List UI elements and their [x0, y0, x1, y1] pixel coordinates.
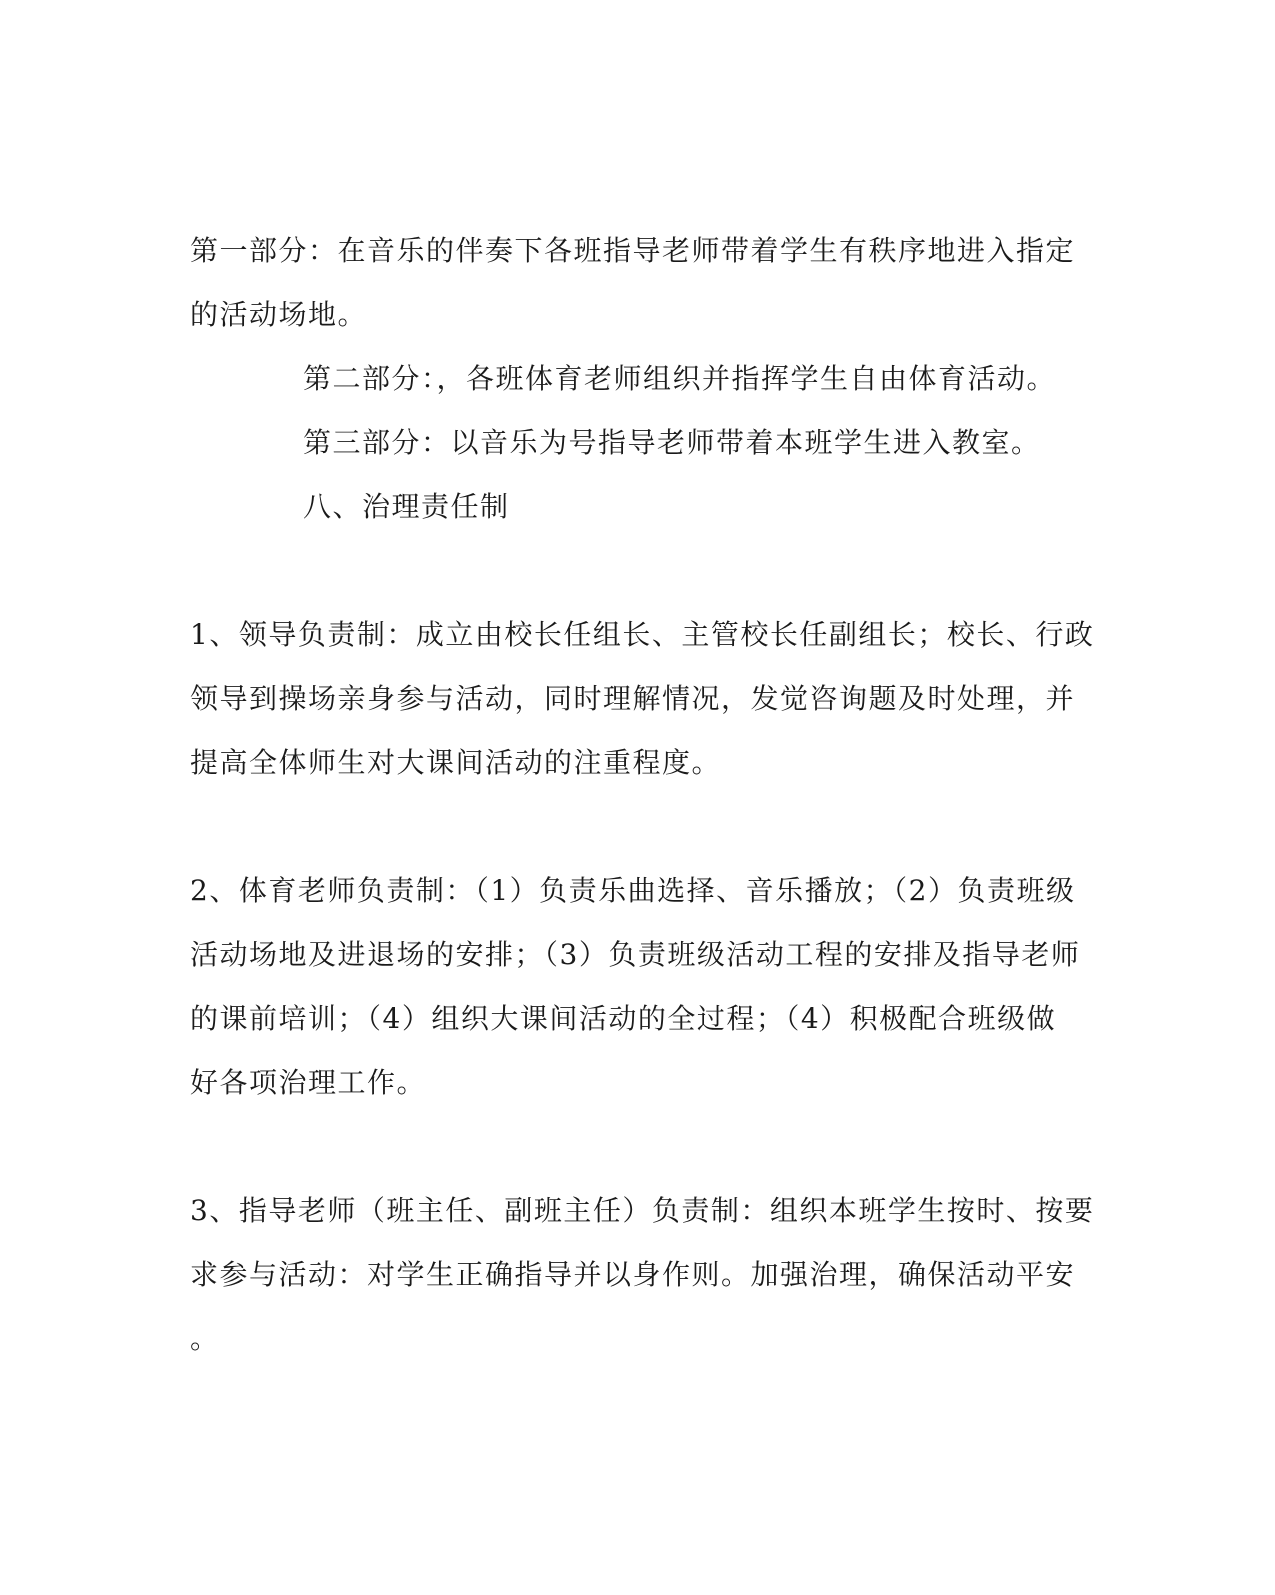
item-1-line-1: 1、领导负责制：成立由校长任组长、主管校长任副组长；校长、行政: [190, 618, 1095, 651]
item-3-line-2: 求参与活动：对学生正确指导并以身作则。加强治理，确保活动平安: [190, 1258, 1076, 1291]
item-2-line-2: 活动场地及进退场的安排；（3）负责班级活动工程的安排及指导老师: [190, 938, 1081, 971]
paragraph-part-one-line-2: 的活动场地。: [190, 298, 368, 331]
item-2-line-1: 2、体育老师负责制：（1）负责乐曲选择、音乐播放；（2）负责班级: [190, 874, 1076, 907]
paragraph-part-two: 第二部分：，各班体育老师组织并指挥学生自由体育活动。: [303, 362, 1057, 395]
item-3-line-3: 。: [190, 1322, 220, 1355]
item-2-line-3: 的课前培训；（4）组织大课间活动的全过程；（4）积极配合班级做: [190, 1002, 1057, 1035]
paragraph-part-three: 第三部分：以音乐为号指导老师带着本班学生进入教室。: [303, 426, 1041, 459]
item-1-line-2: 领导到操场亲身参与活动，同时理解情况，发觉咨询题及时处理，并: [190, 682, 1076, 715]
item-3-line-1: 3、指导老师（班主任、副班主任）负责制：组织本班学生按时、按要: [190, 1194, 1095, 1227]
item-2-line-4: 好各项治理工作。: [190, 1066, 427, 1099]
item-1-line-3: 提高全体师生对大课间活动的注重程度。: [190, 746, 722, 779]
paragraph-part-one-line-1: 第一部分：在音乐的伴奏下各班指导老师带着学生有秩序地进入指定: [190, 234, 1076, 267]
section-heading-management: 八、治理责任制: [303, 490, 510, 523]
